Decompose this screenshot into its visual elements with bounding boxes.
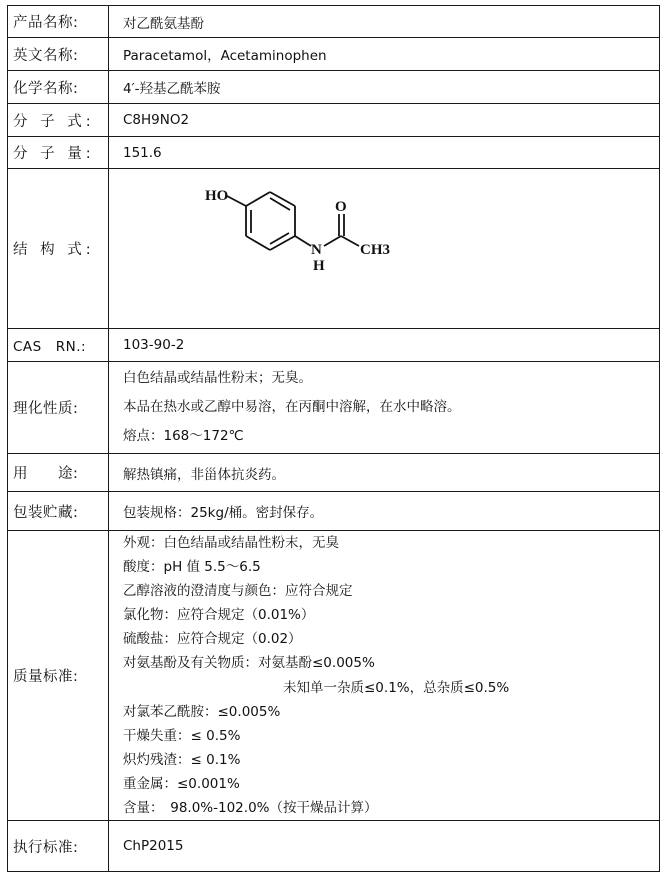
value-use: 解热镇痛，非甾体抗炎药。 [109,454,660,492]
label-english-name: 英文名称: [8,38,109,71]
label-structure: 结 构 式: [8,169,109,329]
row-english-name [8,38,660,71]
atom-ch3: CH3 [360,241,390,258]
row-weight [8,137,660,169]
row-packaging [8,492,660,531]
physchem-line: 熔点：168～172℃ [123,428,244,444]
quality-line: 干燥失重：≤ 0.5% [123,727,241,744]
physchem-line: 本品在热水或乙醇中易溶，在丙酮中溶解，在水中略溶。 [123,399,461,415]
row-chemical-name [8,71,660,104]
value-formula: C8H9NO2 [109,104,660,137]
spec-sheet [7,5,660,879]
label-formula: 分 子 式: [8,104,109,137]
value-packaging: 包装规格：25kg/桶。密封保存。 [109,492,660,531]
row-product-name [8,6,660,38]
row-use [8,454,660,492]
quality-line: 对氨基酚及有关物质：对氨基酚≤0.005% [123,655,375,672]
quality-line: 酸度：pH 值 5.5～6.5 [123,559,261,576]
label-weight: 分 子 量: [8,137,109,169]
atom-o: O [335,198,347,215]
physchem-line: 白色结晶或结晶性粉末；无臭。 [123,370,312,386]
value-product-name: 对乙酰氨基酚 [109,6,660,38]
atom-n: N [311,241,322,258]
quality-line: 乙醇溶液的澄清度与颜色：应符合规定 [123,583,353,600]
quality-line: 对氯苯乙酰胺：≤0.005% [123,703,281,720]
row-quality [8,531,660,821]
value-physchem [109,362,660,454]
quality-line: 外观：白色结晶或结晶性粉末，无臭 [123,535,339,551]
row-structure [8,169,660,329]
row-physchem [8,362,660,454]
value-chemical-name: 4′-羟基乙酰苯胺 [109,71,660,104]
label-packaging: 包装贮藏: [8,492,109,531]
row-standard [8,821,660,872]
value-standard: ChP2015 [109,821,660,872]
quality-line: 炽灼残渣：≤ 0.1% [123,751,241,768]
structure-cell [109,169,660,329]
value-weight: 151.6 [109,137,660,169]
spec-table [7,5,660,872]
row-cas [8,329,660,362]
value-cas: 103-90-2 [109,329,660,362]
structure-diagram [189,184,409,304]
value-quality [109,531,660,821]
quality-line: 硫酸盐：应符合规定（0.02） [123,631,302,648]
quality-line: 未知单一杂质≤0.1%，总杂质≤0.5% [283,679,510,696]
label-standard: 执行标准: [8,821,109,872]
atom-ho: HO [205,187,229,204]
label-use: 用 途: [8,454,109,492]
quality-line: 重金属：≤0.001% [123,775,240,792]
row-formula [8,104,660,137]
label-cas: CAS RN.: [8,329,109,362]
value-english-name: Paracetamol，Acetaminophen [109,38,660,71]
label-product-name: 产品名称: [8,6,109,38]
label-chemical-name: 化学名称: [8,71,109,104]
quality-line: 含量： 98.0%-102.0%（按干燥品计算） [123,800,378,817]
atom-h: H [313,257,325,274]
quality-line: 氯化物：应符合规定（0.01%） [123,607,315,624]
label-quality: 质量标准: [8,531,109,821]
label-physchem: 理化性质: [8,362,109,454]
